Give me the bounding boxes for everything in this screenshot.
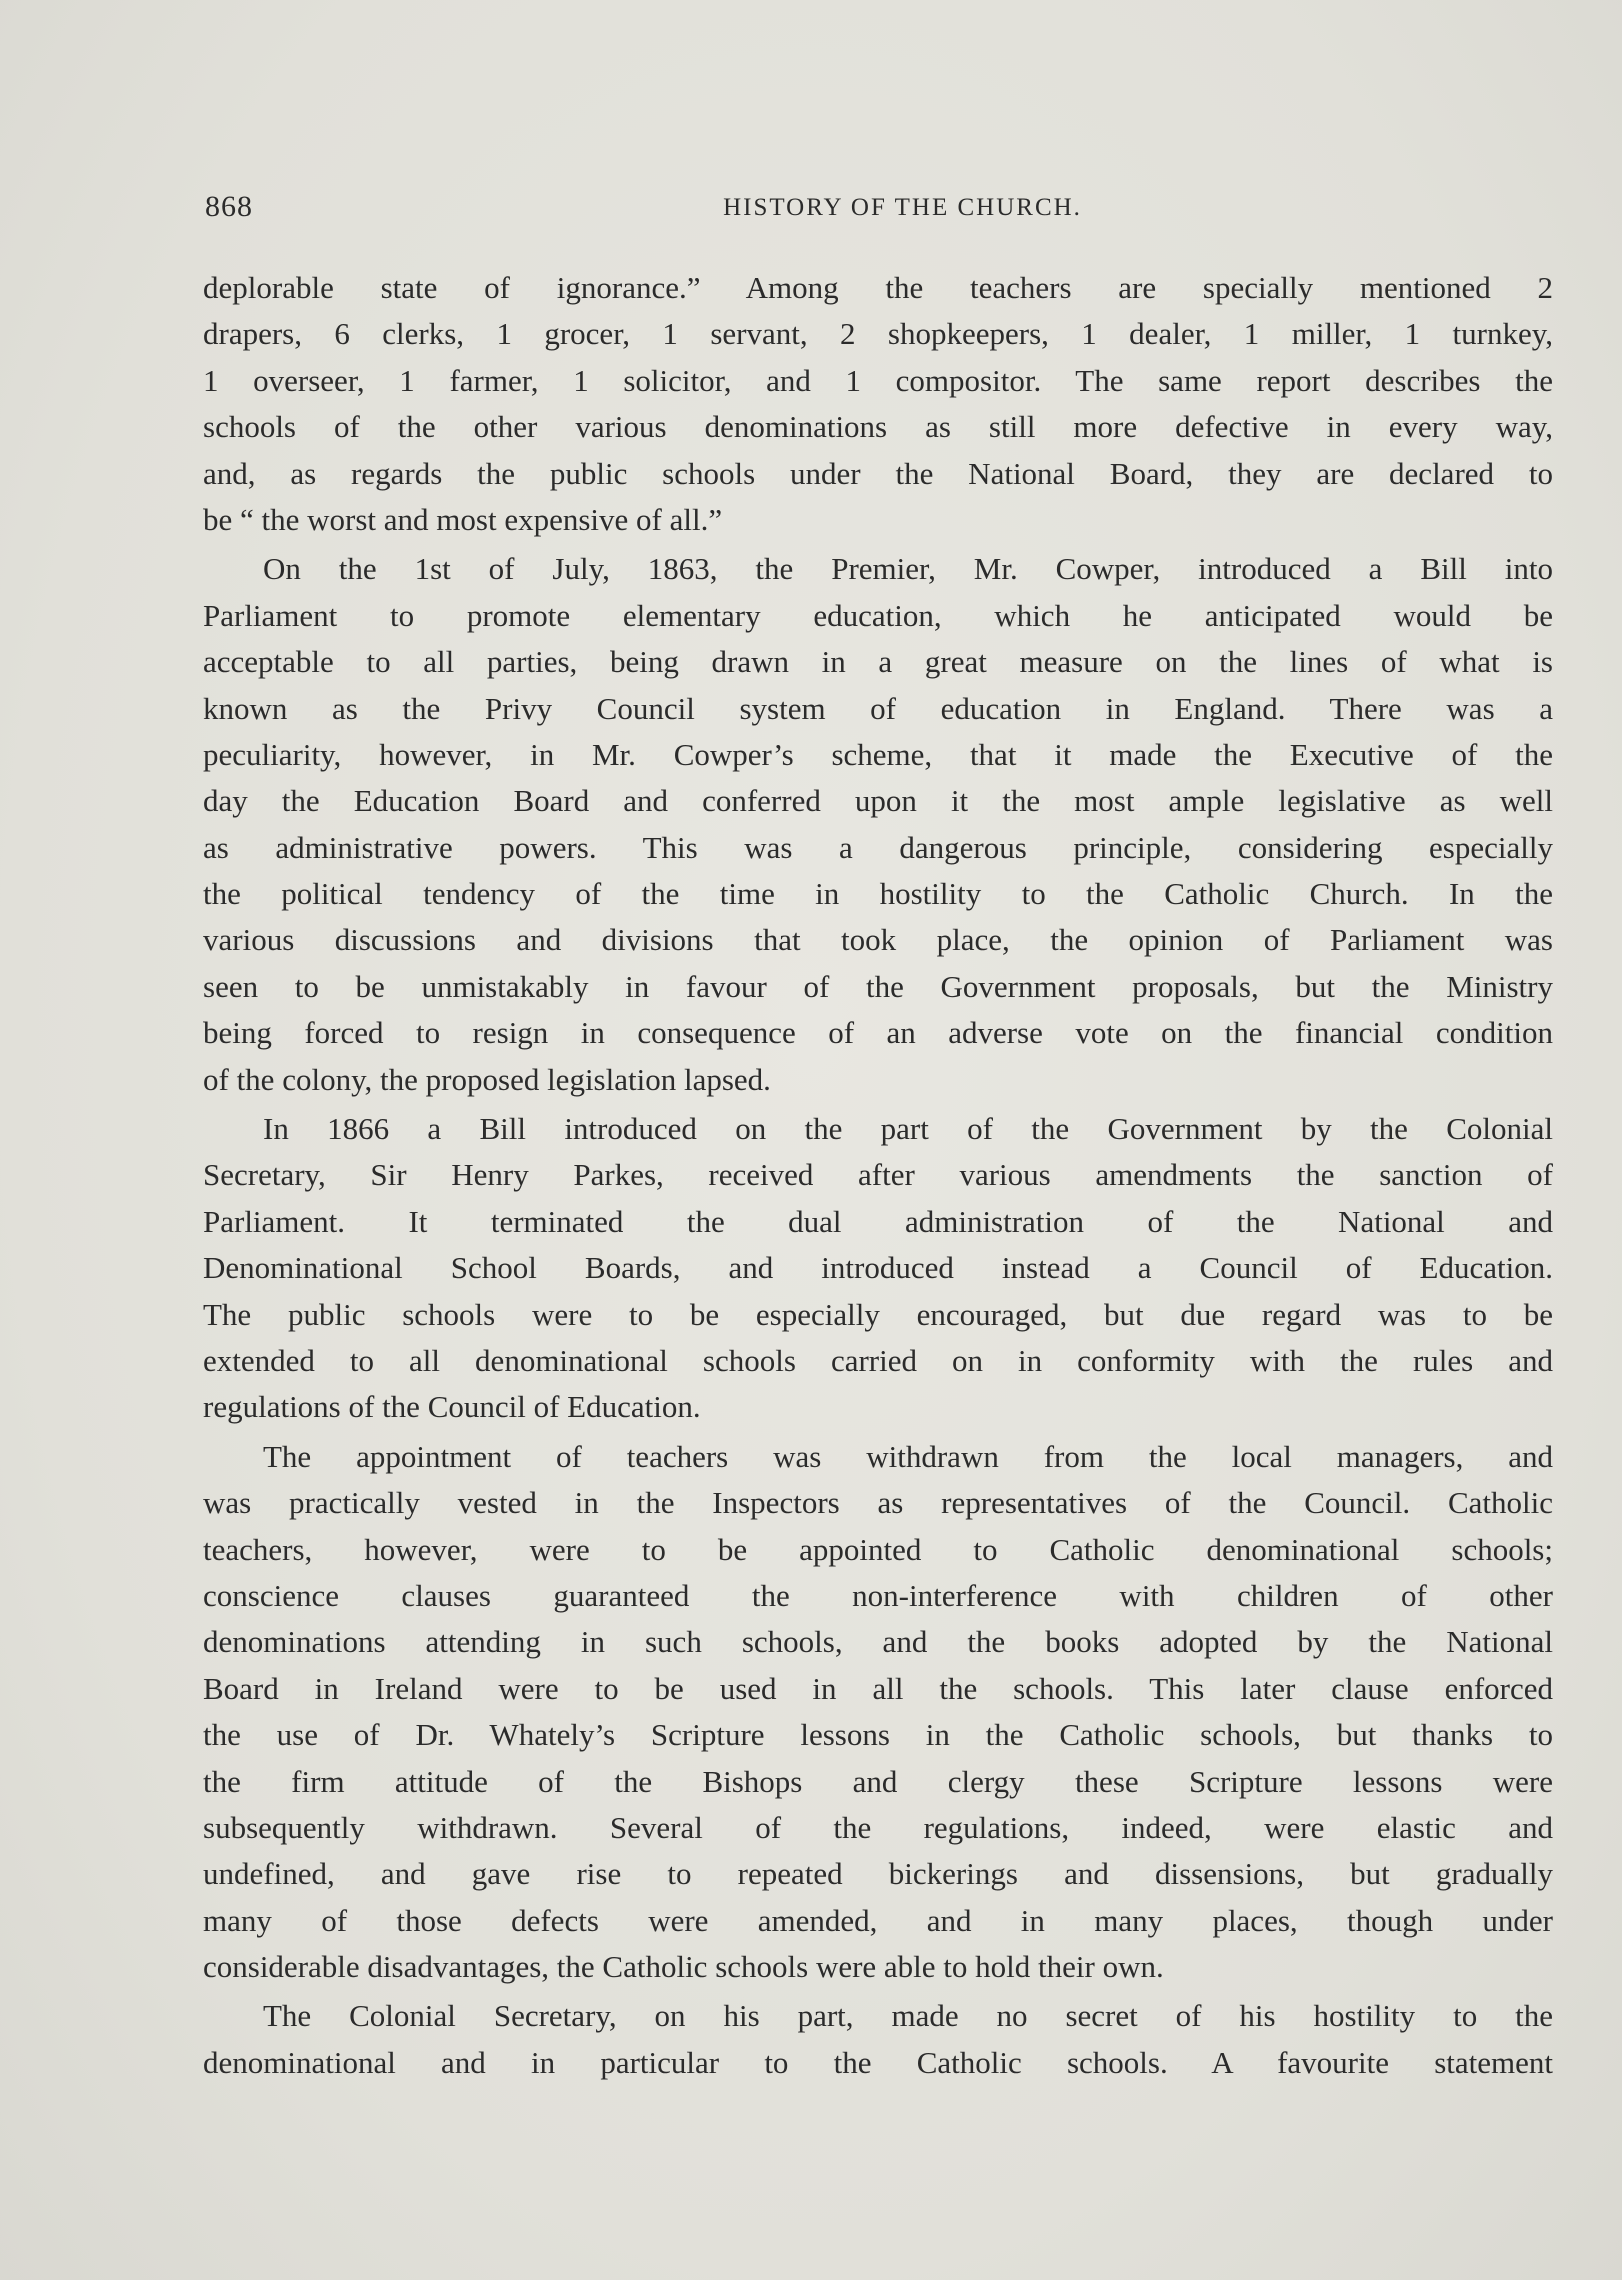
text-line: being forced to resign in consequence of an adverse vote on the financial condition <box>203 1015 1553 1051</box>
text-line: Board in Ireland were to be used in all the schools. This later clause enforced <box>203 1670 1553 1706</box>
paragraph <box>203 1993 1553 2086</box>
paragraph <box>203 546 1553 1103</box>
text-line: peculiarity, however, in Mr. Cowper’s scheme, that it made the Executive of the <box>203 736 1553 772</box>
text-line: regulations of the Council of Education. <box>203 1389 701 1425</box>
text-line: teachers, however, were to be appointed to Catholic denominational schools; <box>203 1531 1553 1567</box>
text-line: Denominational School Boards, and introduced instead a Council of Education. <box>203 1250 1553 1286</box>
text-line: Parliament to promote elementary education, which he anticipated would be <box>203 597 1553 633</box>
text-line: conscience clauses guaranteed the non-interference with children of other <box>203 1577 1553 1613</box>
text-line: undefined, and gave rise to repeated bickerings and dissensions, but gradually <box>203 1856 1553 1892</box>
text-line: considerable disadvantages, the Catholic schools were able to hold their own. <box>203 1949 1164 1985</box>
text-line: denominations attending in such schools, and the books adopted by the National <box>203 1624 1553 1660</box>
text-line: schools of the other various denominations as still more defective in every way, <box>203 409 1553 445</box>
text-line: was practically vested in the Inspectors as representatives of the Council. Catholic <box>203 1485 1553 1521</box>
text-line: drapers, 6 clerks, 1 grocer, 1 servant, 2 shopkeepers, 1 dealer, 1 miller, 1 turnkey, <box>203 316 1553 352</box>
text-line: denominational and in particular to the Catholic schools. A favourite statement <box>203 2044 1553 2080</box>
text-line: the political tendency of the time in hostility to the Catholic Church. In the <box>203 876 1553 912</box>
text-line: seen to be unmistakably in favour of the Government proposals, but the Ministry <box>203 968 1553 1004</box>
paragraph <box>203 265 1553 543</box>
running-head: HISTORY OF THE CHURCH. <box>723 194 1082 221</box>
text-line: On the 1st of July, 1863, the Premier, Mr. Cowper, introduced a Bill into <box>263 551 1553 587</box>
text-line: 1 overseer, 1 farmer, 1 solicitor, and 1 compositor. The same report describes the <box>203 362 1553 398</box>
text-line: be “ the worst and most expensive of all.” <box>203 501 723 537</box>
paragraph <box>203 1106 1553 1431</box>
text-line: Secretary, Sir Henry Parkes, received after various amendments the sanction of <box>203 1157 1553 1193</box>
page-header <box>205 190 1555 230</box>
text-line: The public schools were to be especially encouraged, but due regard was to be <box>203 1296 1553 1332</box>
text-line: known as the Privy Council system of education in England. There was a <box>203 690 1553 726</box>
text-line: and, as regards the public schools under the National Board, they are declared to <box>203 455 1553 491</box>
text-line: as administrative powers. This was a dangerous principle, considering especially <box>203 829 1553 865</box>
text-line: The Colonial Secretary, on his part, made no secret of his hostility to the <box>263 1998 1553 2034</box>
text-line: The appointment of teachers was withdrawn from the local managers, and <box>263 1438 1553 1474</box>
text-line: acceptable to all parties, being drawn in a great measure on the lines of what is <box>203 644 1553 680</box>
paragraph <box>203 1434 1553 1991</box>
text-line: various discussions and divisions that took place, the opinion of Parliament was <box>203 922 1553 958</box>
text-line: extended to all denominational schools carried on in conformity with the rules and <box>203 1342 1553 1378</box>
text-line: Parliament. It terminated the dual administration of the National and <box>203 1203 1553 1239</box>
text-line: In 1866 a Bill introduced on the part of the Government by the Colonial <box>263 1111 1553 1147</box>
text-line: the use of Dr. Whately’s Scripture lessons in the Catholic schools, but thanks to <box>203 1717 1553 1753</box>
text-line: many of those defects were amended, and in many places, though under <box>203 1902 1553 1938</box>
page-number: 868 <box>205 190 253 223</box>
text-line: of the colony, the proposed legislation lapsed. <box>203 1061 771 1097</box>
text-line: deplorable state of ignorance.” Among the teachers are specially mentioned 2 <box>203 270 1553 305</box>
body-text <box>203 265 1553 2086</box>
text-line: subsequently withdrawn. Several of the regulations, indeed, were elastic and <box>203 1809 1553 1845</box>
text-line: the firm attitude of the Bishops and clergy these Scripture lessons were <box>203 1763 1553 1799</box>
text-line: day the Education Board and conferred upon it the most ample legislative as well <box>203 783 1553 819</box>
